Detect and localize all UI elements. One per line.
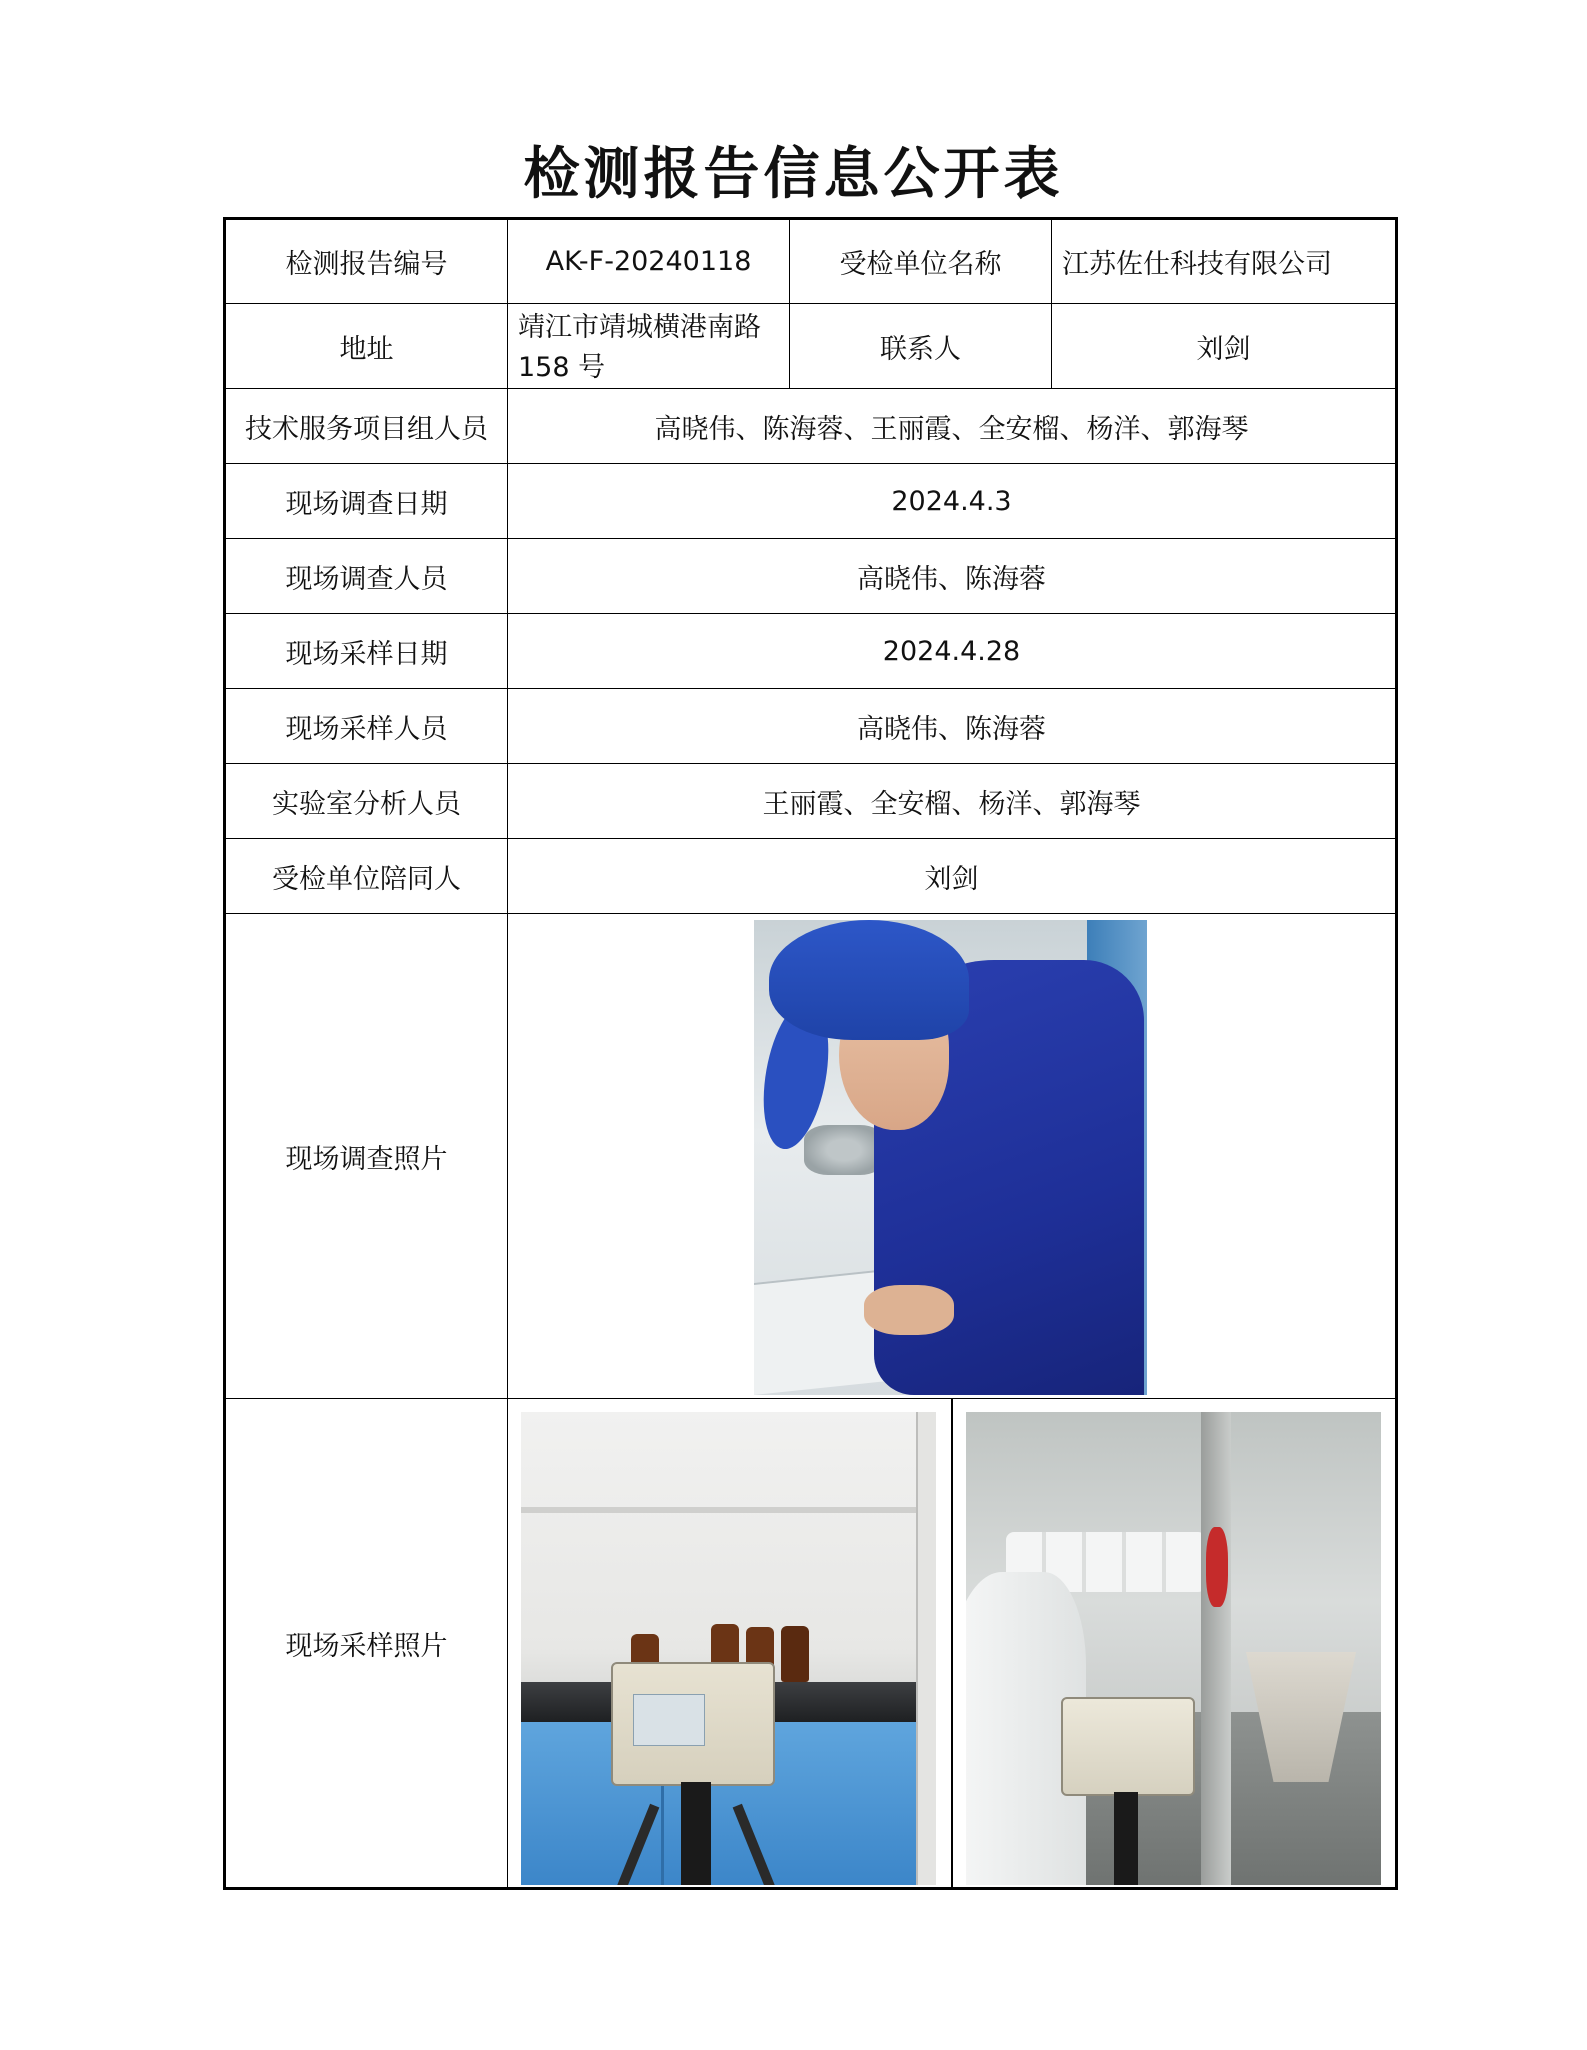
table-row bbox=[225, 914, 1397, 1399]
report-info-table bbox=[223, 217, 1398, 1890]
client-name-value: 江苏佐仕科技有限公司 bbox=[1052, 219, 1397, 304]
survey-photo-label: 现场调查照片 bbox=[225, 914, 508, 1399]
page-title: 检测报告信息公开表 bbox=[523, 141, 1064, 207]
report-number-value: AK-F-20240118 bbox=[508, 219, 790, 304]
report-number-label: 检测报告编号 bbox=[225, 219, 508, 304]
sampling-photo-cell bbox=[508, 1399, 1397, 1889]
table-row bbox=[225, 464, 1397, 539]
sampling-date-value: 2024.4.28 bbox=[508, 614, 1397, 689]
survey-date-label: 现场调查日期 bbox=[225, 464, 508, 539]
table-row bbox=[225, 1399, 1397, 1889]
lab-analysts-label: 实验室分析人员 bbox=[225, 764, 508, 839]
table-row bbox=[225, 839, 1397, 914]
sampling-photo-label: 现场采样照片 bbox=[225, 1399, 508, 1889]
table-row bbox=[225, 614, 1397, 689]
escort-value: 刘剑 bbox=[508, 839, 1397, 914]
table-row bbox=[225, 389, 1397, 464]
sampling-date-label: 现场采样日期 bbox=[225, 614, 508, 689]
contact-label: 联系人 bbox=[790, 304, 1052, 389]
table-row bbox=[225, 689, 1397, 764]
table-row bbox=[225, 764, 1397, 839]
team-members-label: 技术服务项目组人员 bbox=[225, 389, 508, 464]
client-name-label: 受检单位名称 bbox=[790, 219, 1052, 304]
survey-staff-label: 现场调查人员 bbox=[225, 539, 508, 614]
team-members-value: 高晓伟、陈海蓉、王丽霞、全安榴、杨洋、郭海琴 bbox=[508, 389, 1397, 464]
table-row bbox=[225, 219, 1397, 304]
sampling-staff-label: 现场采样人员 bbox=[225, 689, 508, 764]
sampling-staff-value: 高晓伟、陈海蓉 bbox=[508, 689, 1397, 764]
contact-value: 刘剑 bbox=[1052, 304, 1397, 389]
survey-staff-value: 高晓伟、陈海蓉 bbox=[508, 539, 1397, 614]
address-label: 地址 bbox=[225, 304, 508, 389]
survey-photo bbox=[754, 920, 1147, 1395]
sampling-photo-lab bbox=[521, 1412, 936, 1885]
survey-photo-cell bbox=[508, 914, 1397, 1399]
lab-analysts-value: 王丽霞、全安榴、杨洋、郭海琴 bbox=[508, 764, 1397, 839]
table-row bbox=[225, 539, 1397, 614]
sampling-photo-factory bbox=[966, 1412, 1381, 1885]
address-value: 靖江市靖城横港南路158 号 bbox=[508, 304, 790, 389]
table-row bbox=[225, 304, 1397, 389]
survey-date-value: 2024.4.3 bbox=[508, 464, 1397, 539]
escort-label: 受检单位陪同人 bbox=[225, 839, 508, 914]
